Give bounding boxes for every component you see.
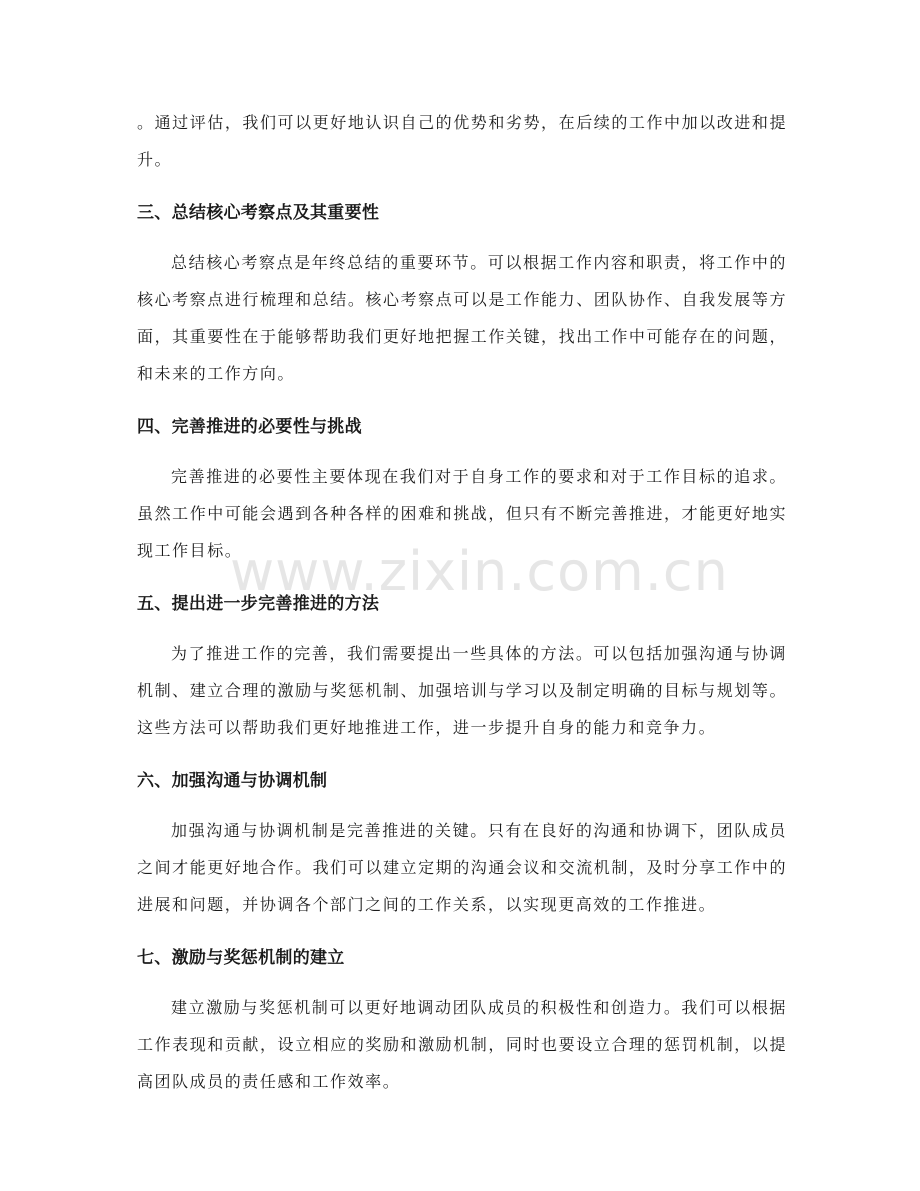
section-paragraph: 加强沟通与协调机制是完善推进的关键。只有在良好的沟通和协调下，团队成员之间才能更好地合作。我们可以建立定期的沟通会议和交流机制，及时分享工作中的进展和问题，并协调各个部门之间的工作关系，以实现更高效的工作推进。 — [137, 821, 787, 914]
section-paragraph: 完善推进的必要性主要体现在我们对于自身工作的要求和对于工作目标的追求。虽然工作中可能会遇到各种各样的困难和挑战，但只有不断完善推进，才能更好地实现工作目标。 — [137, 467, 787, 560]
intro-paragraph: 。通过评估，我们可以更好地认识自己的优势和劣势，在后续的工作中加以改进和提升。 — [137, 113, 787, 169]
section-heading: 六、加强沟通与协调机制 — [137, 771, 328, 791]
section-paragraph: 为了推进工作的完善，我们需要提出一些具体的方法。可以包括加强沟通与协调机制、建立合理的激励与奖惩机制、加强培训与学习以及制定明确的目标与规划等。这些方法可以帮助我们更好地推进工作，进一步提升自身的能力和竞争力。 — [137, 644, 787, 737]
section-4 — [137, 415, 787, 569]
section-heading: 三、总结核心考察点及其重要性 — [137, 203, 380, 223]
section-paragraph: 建立激励与奖惩机制可以更好地调动团队成员的积极性和创造力。我们可以根据工作表现和贡献，设立相应的奖励和激励机制，同时也要设立合理的惩罚机制，以提高团队成员的责任感和工作效率。 — [137, 998, 787, 1091]
watermark: www.zixin.com.cn — [230, 540, 729, 603]
document-body — [137, 104, 787, 1100]
section-heading: 四、完善推进的必要性与挑战 — [137, 417, 362, 437]
section-heading: 五、提出进一步完善推进的方法 — [137, 594, 380, 614]
section-7 — [137, 946, 787, 1100]
section-6 — [137, 769, 787, 923]
section-5 — [137, 592, 787, 746]
section-heading: 七、激励与奖惩机制的建立 — [137, 948, 345, 968]
section-paragraph: 总结核心考察点是年终总结的重要环节。可以根据工作内容和职责，将工作中的核心考察点进行梳理和总结。核心考察点可以是工作能力、团队协作、自我发展等方面，其重要性在于能够帮助我们更好地把握工作关键，找出工作中可能存在的问题，和未来的工作方向。 — [137, 253, 787, 383]
section-3 — [137, 201, 787, 392]
